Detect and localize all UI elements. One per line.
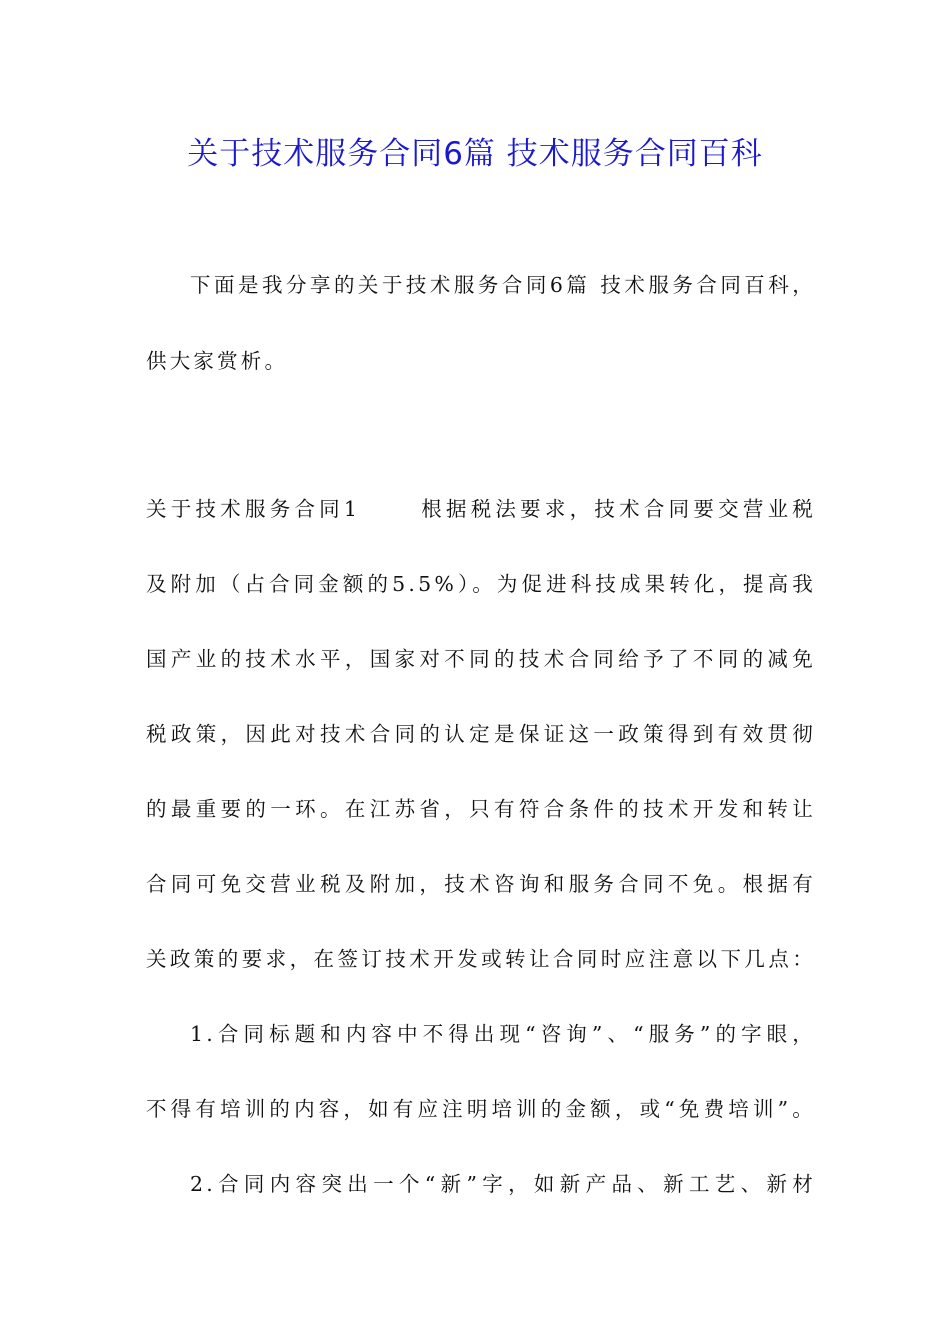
section-1-line-1 [146, 494, 816, 524]
intro-line-1: 下面是我分享的关于技术服务合同6篇 技术服务合同百科， [190, 273, 816, 297]
section-1-line-3: 国产业的技术水平，国家对不同的技术合同给予了不同的减免 [146, 647, 816, 671]
section-1-line-7: 关政策的要求，在签订技术开发或转让合同时应注意以下几点： [146, 947, 816, 971]
point-1-line-2: 不得有培训的内容，如有应注明培训的金额，或“免费培训”。 [146, 1097, 816, 1121]
intro-line-2: 供大家赏析。 [146, 349, 289, 373]
point-1-line-1: 1.合同标题和内容中不得出现“咨询”、“服务”的字眼， [190, 1022, 816, 1046]
point-2-line-1: 2.合同内容突出一个“新”字，如新产品、新工艺、新材 [190, 1172, 816, 1196]
document-title: 关于技术服务合同6篇 技术服务合同百科 [187, 136, 763, 172]
section-1-line-4: 税政策，因此对技术合同的认定是保证这一政策得到有效贯彻 [146, 722, 816, 746]
section-1-heading: 关于技术服务合同1 [146, 497, 361, 521]
section-1-line-1-text: 根据税法要求，技术合同要交营业税 [420, 497, 817, 521]
section-1-line-2: 及附加（占合同金额的5.5%）。为促进科技成果转化，提高我 [146, 572, 816, 596]
section-1-line-5: 的最重要的一环。在江苏省，只有符合条件的技术开发和转让 [146, 797, 816, 821]
section-1-line-6: 合同可免交营业税及附加，技术咨询和服务合同不免。根据有 [146, 872, 816, 896]
